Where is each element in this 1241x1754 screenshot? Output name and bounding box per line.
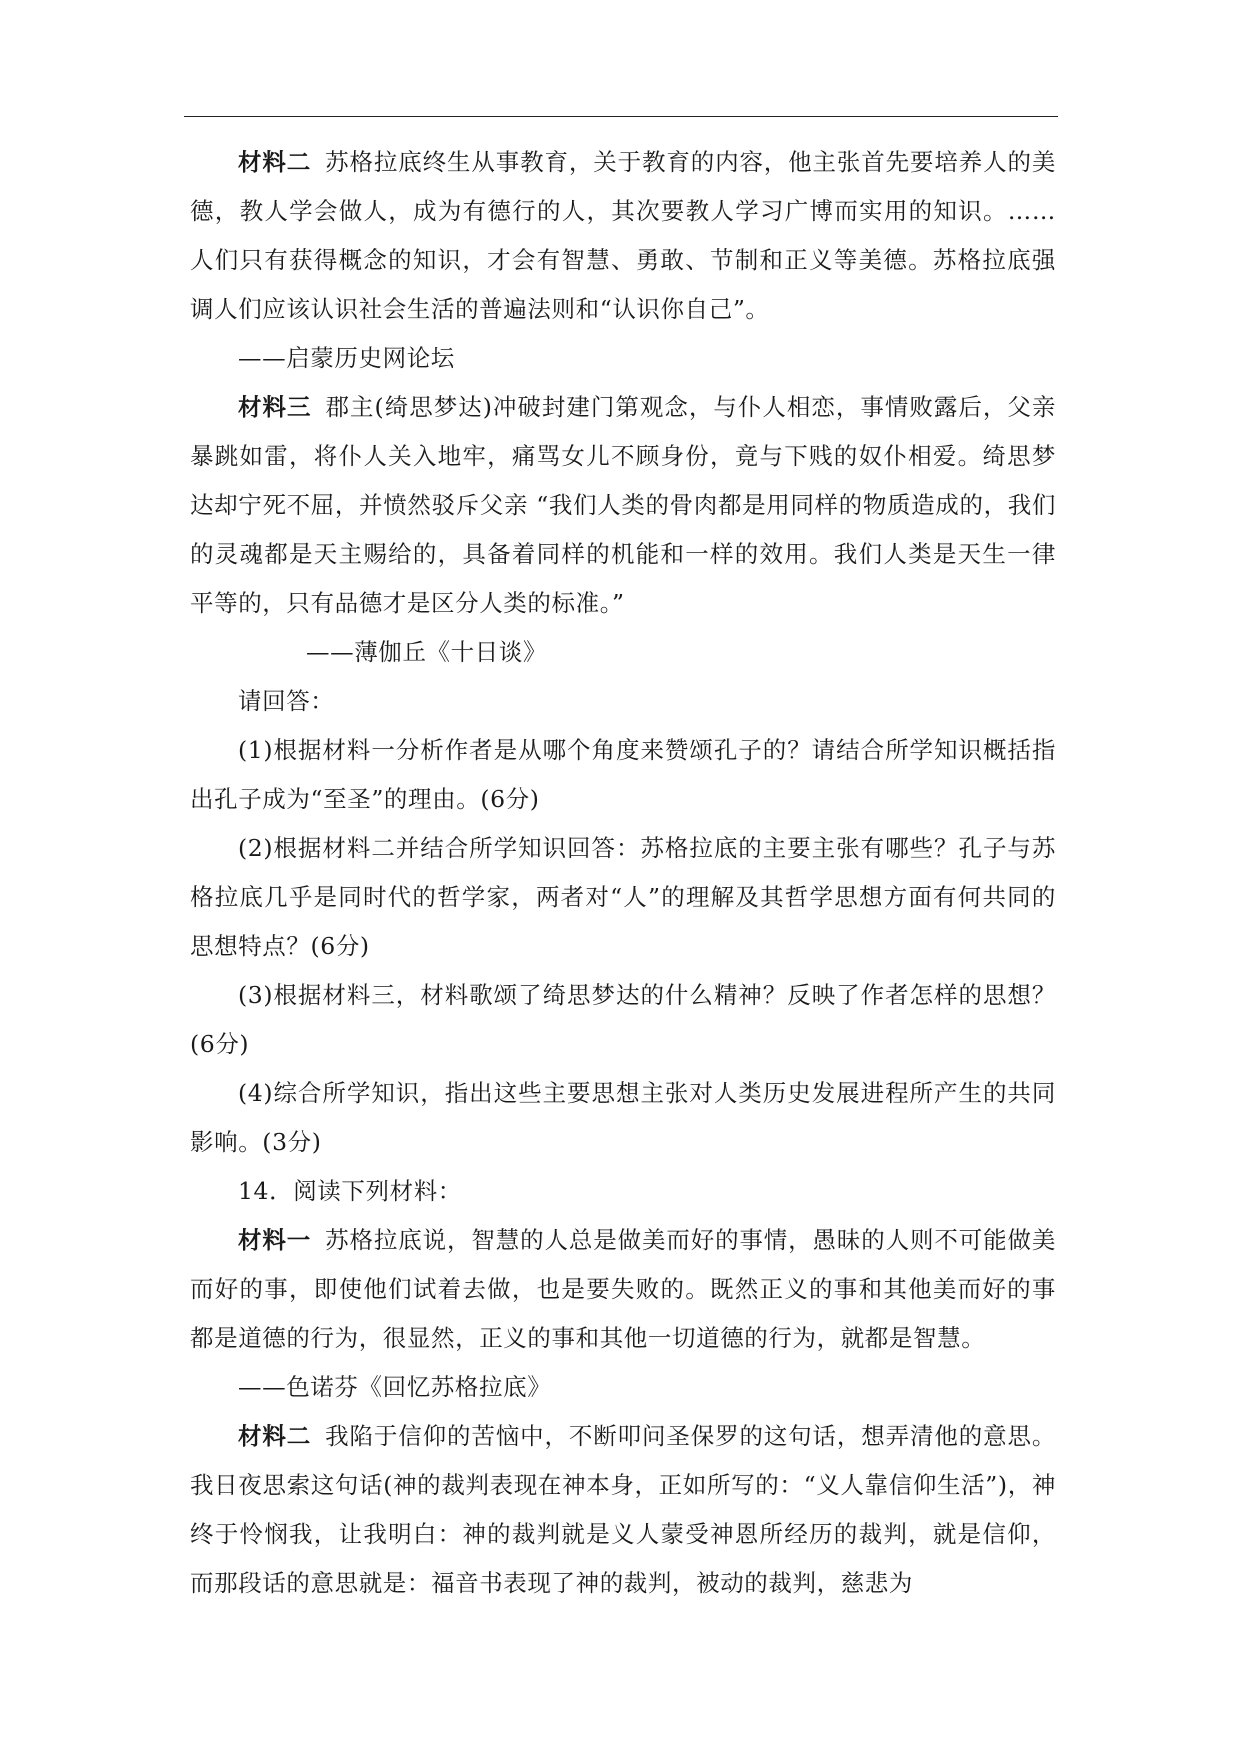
material-3-paragraph	[190, 383, 1056, 628]
answer-prompt: 请回答：	[238, 687, 335, 715]
q14-material-2-paragraph	[190, 1412, 1056, 1608]
q14-material-1-paragraph	[190, 1216, 1056, 1363]
question-14-heading: 14．阅读下列材料：	[238, 1177, 462, 1205]
question-4: (4)综合所学知识，指出这些主要思想主张对人类历史发展进程所产生的共同影响。(3分)	[190, 1079, 1056, 1156]
question-1: (1)根据材料一分析作者是从哪个角度来赞颂孔子的？请结合所学知识概括指出孔子成为“至圣”的理由。(6分)	[190, 736, 1056, 813]
question-2: (2)根据材料二并结合所学知识回答：苏格拉底的主要主张有哪些？孔子与苏格拉底几乎是同时代的哲学家，两者对“人”的理解及其哲学思想方面有何共同的思想特点？(6分)	[190, 834, 1056, 960]
paragraph-text: 我陷于信仰的苦恼中，不断叩问圣保罗的这句话，想弄清他的意思。我日夜思索这句话(神的裁判表现在神本身，正如所写的：“义人靠信仰生活”)，神终于怜悯我，让我明白：神的裁判就是义人蒙受神恩所经历的裁判，就是信仰，而那段话的意思就是：福音书表现了神的裁判，被动的裁判，慈悲为	[190, 1422, 1056, 1597]
paragraph-text: 郡主(绮思梦达)冲破封建门第观念，与仆人相恋，事情败露后，父亲暴跳如雷，将仆人关入地牢，痛骂女儿不顾身份，竟与下贱的奴仆相爱。绮思梦达却宁死不屈，并愤然驳斥父亲 “我们人类的骨肉都是用同样的物质造成的，我们的灵魂都是天主赐给的，具备着同样的机能和一样的效用。我们人类是天生一律平等的，只有品德才是区分人类的标准。”	[190, 393, 1056, 617]
source-citation: ——色诺芬《回忆苏格拉底》	[238, 1373, 552, 1401]
question-3: (3)根据材料三，材料歌颂了绮思梦达的什么精神？反映了作者怎样的思想？(6分)	[190, 981, 1056, 1058]
paragraph-text: 苏格拉底终生从事教育，关于教育的内容，他主张首先要培养人的美德，教人学会做人，成为有德行的人，其次要教人学习广博而实用的知识。……人们只有获得概念的知识，才会有智慧、勇敢、节制和正义等美德。苏格拉底强调人们应该认识社会生活的普遍法则和“认识你自己”。	[190, 148, 1056, 323]
paragraph-text: 苏格拉底说，智慧的人总是做美而好的事情，愚昧的人则不可能做美而好的事，即使他们试着去做，也是要失败的。既然正义的事和其他美而好的事都是道德的行为，很显然，正义的事和其他一切道德的行为，就都是智慧。	[190, 1226, 1056, 1352]
material-label: 材料二	[238, 148, 312, 176]
material-2-paragraph	[190, 138, 1056, 334]
material-label: 材料三	[238, 393, 312, 421]
source-citation: ——启蒙历史网论坛	[238, 344, 455, 372]
source-citation: ——薄伽丘《十日谈》	[306, 638, 547, 666]
document-body	[190, 138, 1056, 1608]
material-label: 材料一	[238, 1226, 312, 1254]
header-rule	[184, 116, 1058, 117]
material-label: 材料二	[238, 1422, 312, 1450]
